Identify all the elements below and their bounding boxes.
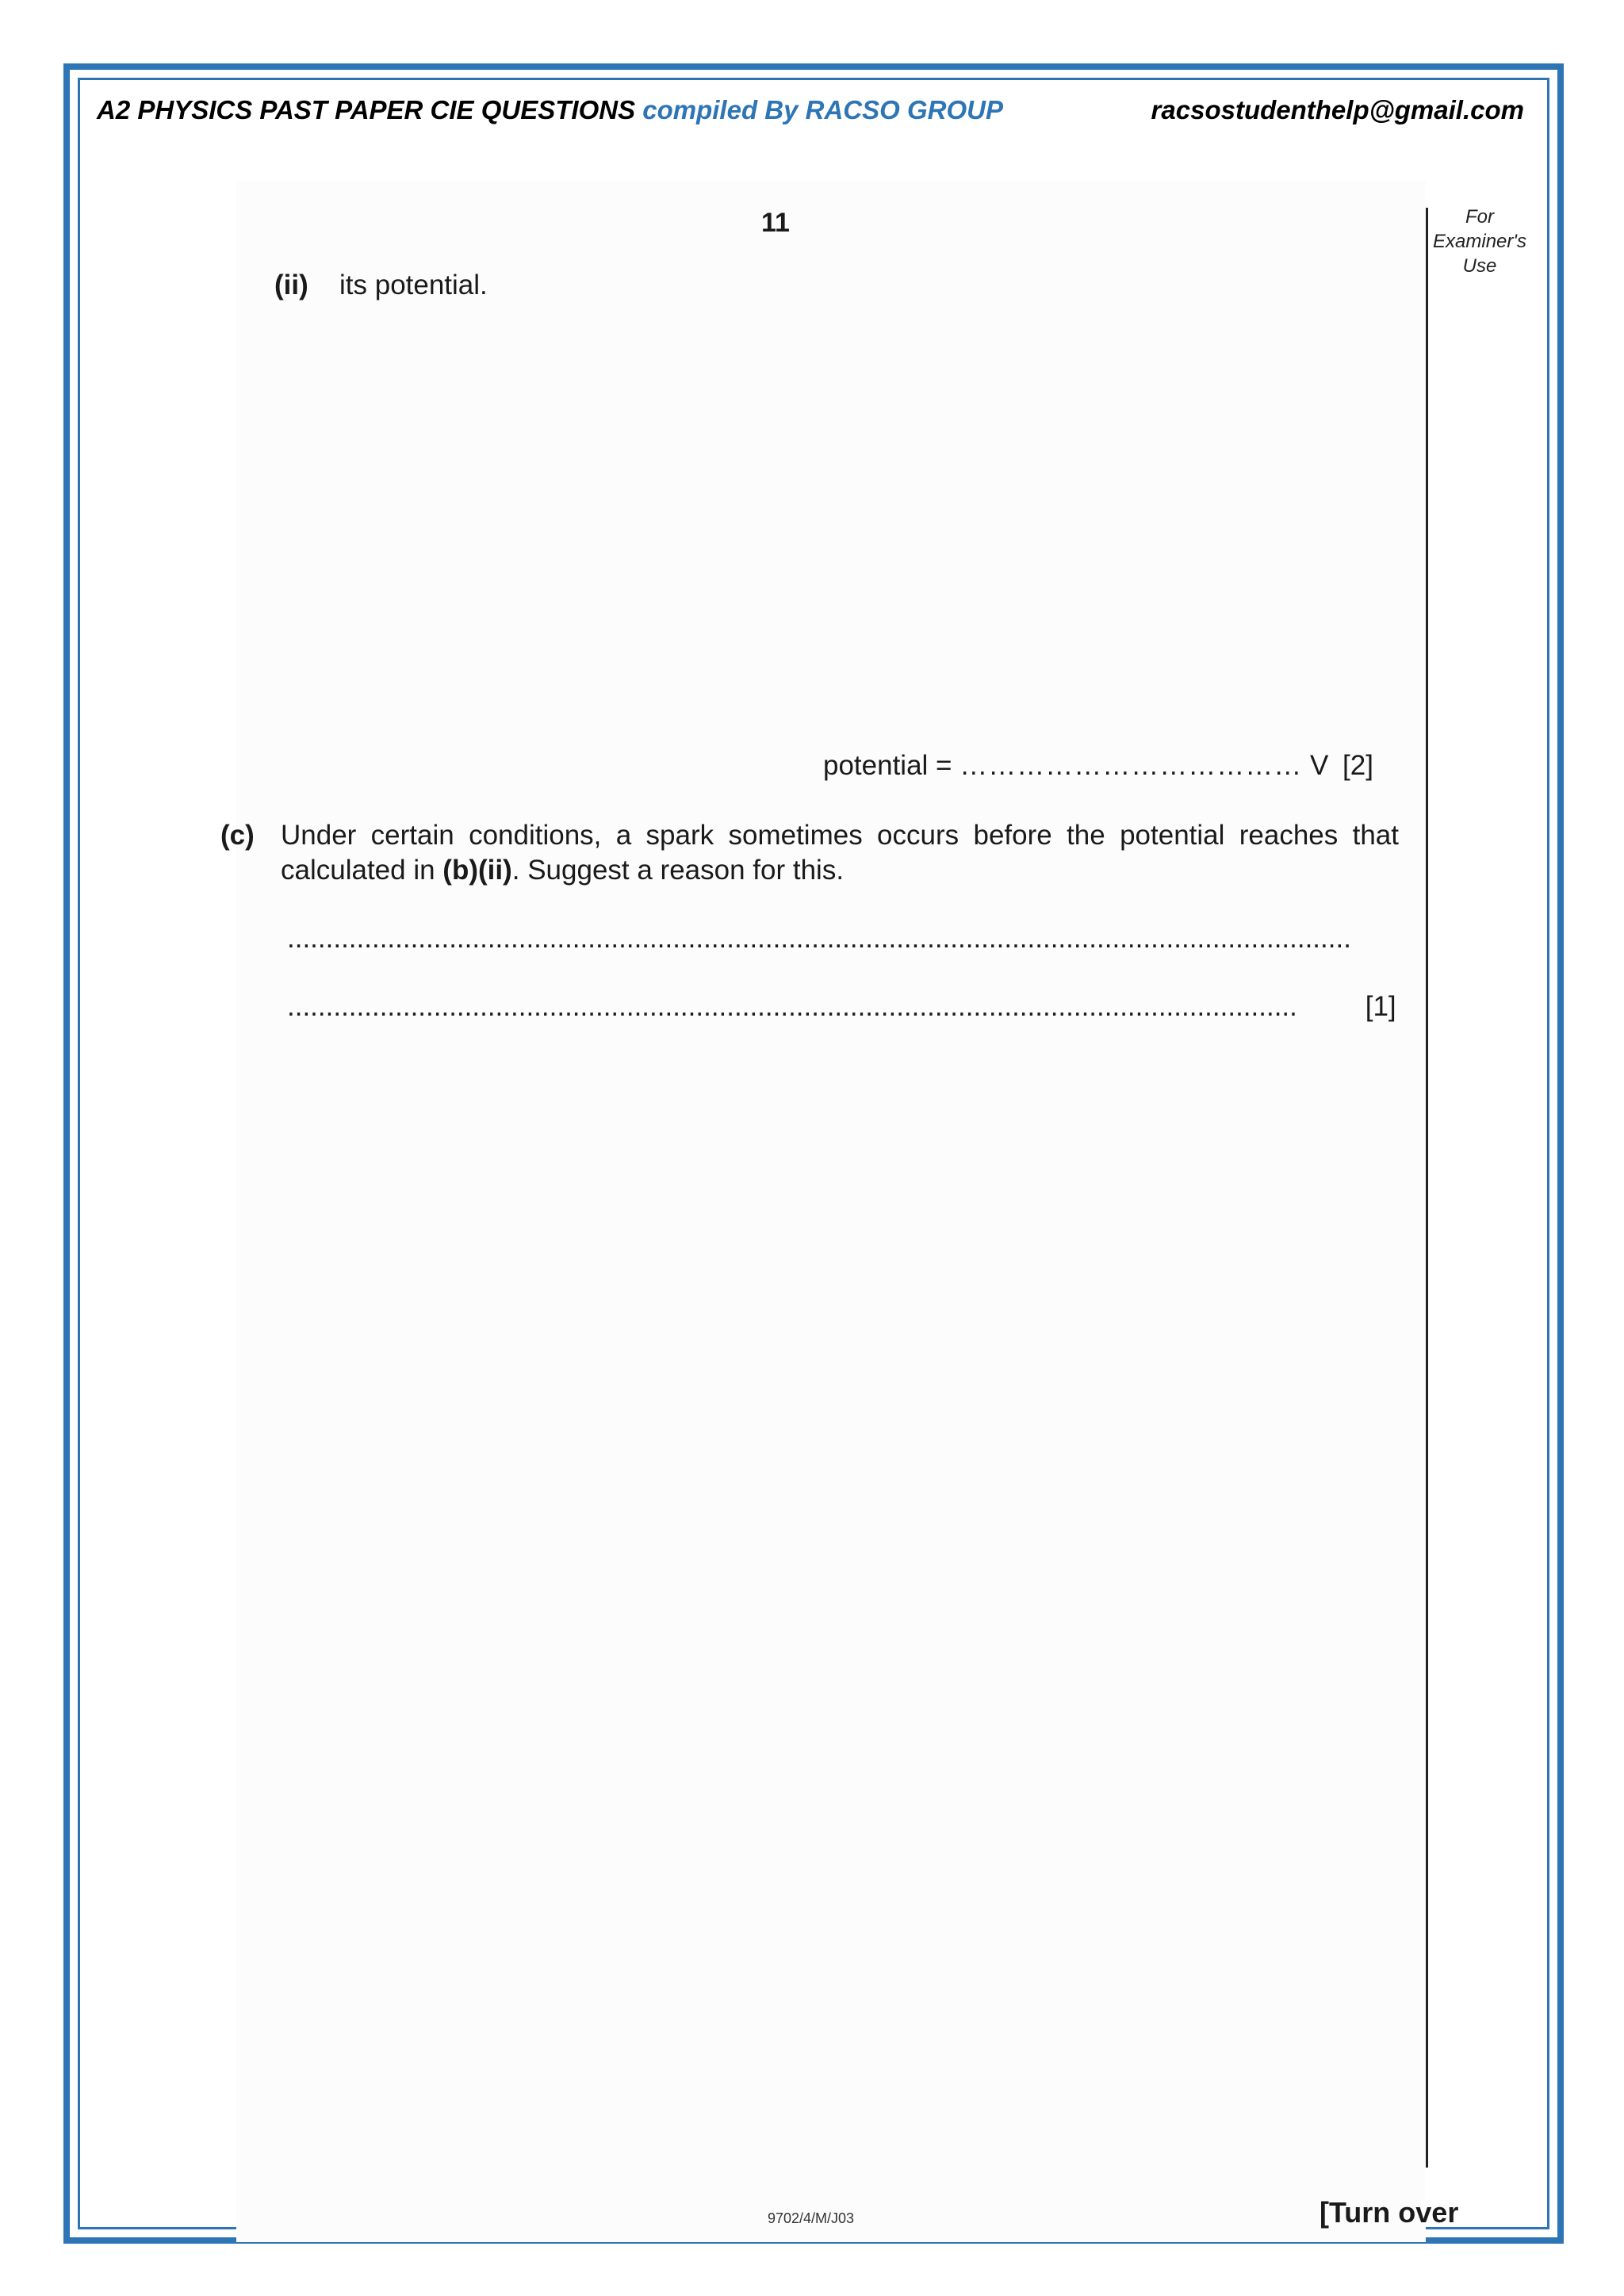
examiner-line-2: Examiner's — [1433, 231, 1526, 252]
potential-prefix: potential = — [823, 750, 960, 781]
part-c-question-line-1: Under certain conditions, a spark sometimes occurs before the potential reaches that — [281, 820, 1399, 851]
part-c-label: (c) — [220, 820, 255, 851]
examiner-margin-line — [1426, 208, 1428, 2168]
part-c-answer-line-1[interactable]: .......................................................................................................................................... — [287, 923, 1351, 954]
paper-code: 9702/4/M/J03 — [768, 2210, 855, 2226]
part-ii-text: its potential. — [339, 270, 488, 300]
turn-over-label: [Turn over — [1320, 2196, 1459, 2229]
examiner-line-3: Use — [1462, 255, 1497, 277]
header-title-main: A2 PHYSICS PAST PAPER CIE QUESTIONS — [97, 95, 636, 124]
part-ii-label: (ii) — [274, 270, 308, 300]
part-c-reference: (b)(ii) — [442, 855, 512, 886]
potential-answer-blank[interactable]: ……………………………… — [959, 750, 1303, 781]
header-title-credit: compiled By RACSO GROUP — [642, 95, 1003, 124]
part-c-answer-blank-2[interactable]: ................................................................................................................................... — [287, 991, 1297, 1022]
part-c-answer-line-2 — [287, 991, 1396, 1023]
page-number: 11 — [761, 208, 790, 238]
header-title — [97, 95, 1003, 125]
potential-answer-line — [823, 750, 1373, 782]
exam-page-scan — [236, 181, 1426, 2242]
examiner-line-1: For — [1465, 206, 1494, 228]
potential-marks: [2] — [1342, 750, 1373, 781]
potential-unit: V — [1309, 750, 1329, 781]
header-email: racsostudenthelp@gmail.com — [1151, 95, 1524, 124]
part-c-question-line-2: calculated in (b)(ii). Suggest a reason for this. — [281, 855, 845, 886]
part-c-marks: [1] — [1365, 991, 1396, 1022]
examiner-use-label — [1432, 205, 1527, 278]
